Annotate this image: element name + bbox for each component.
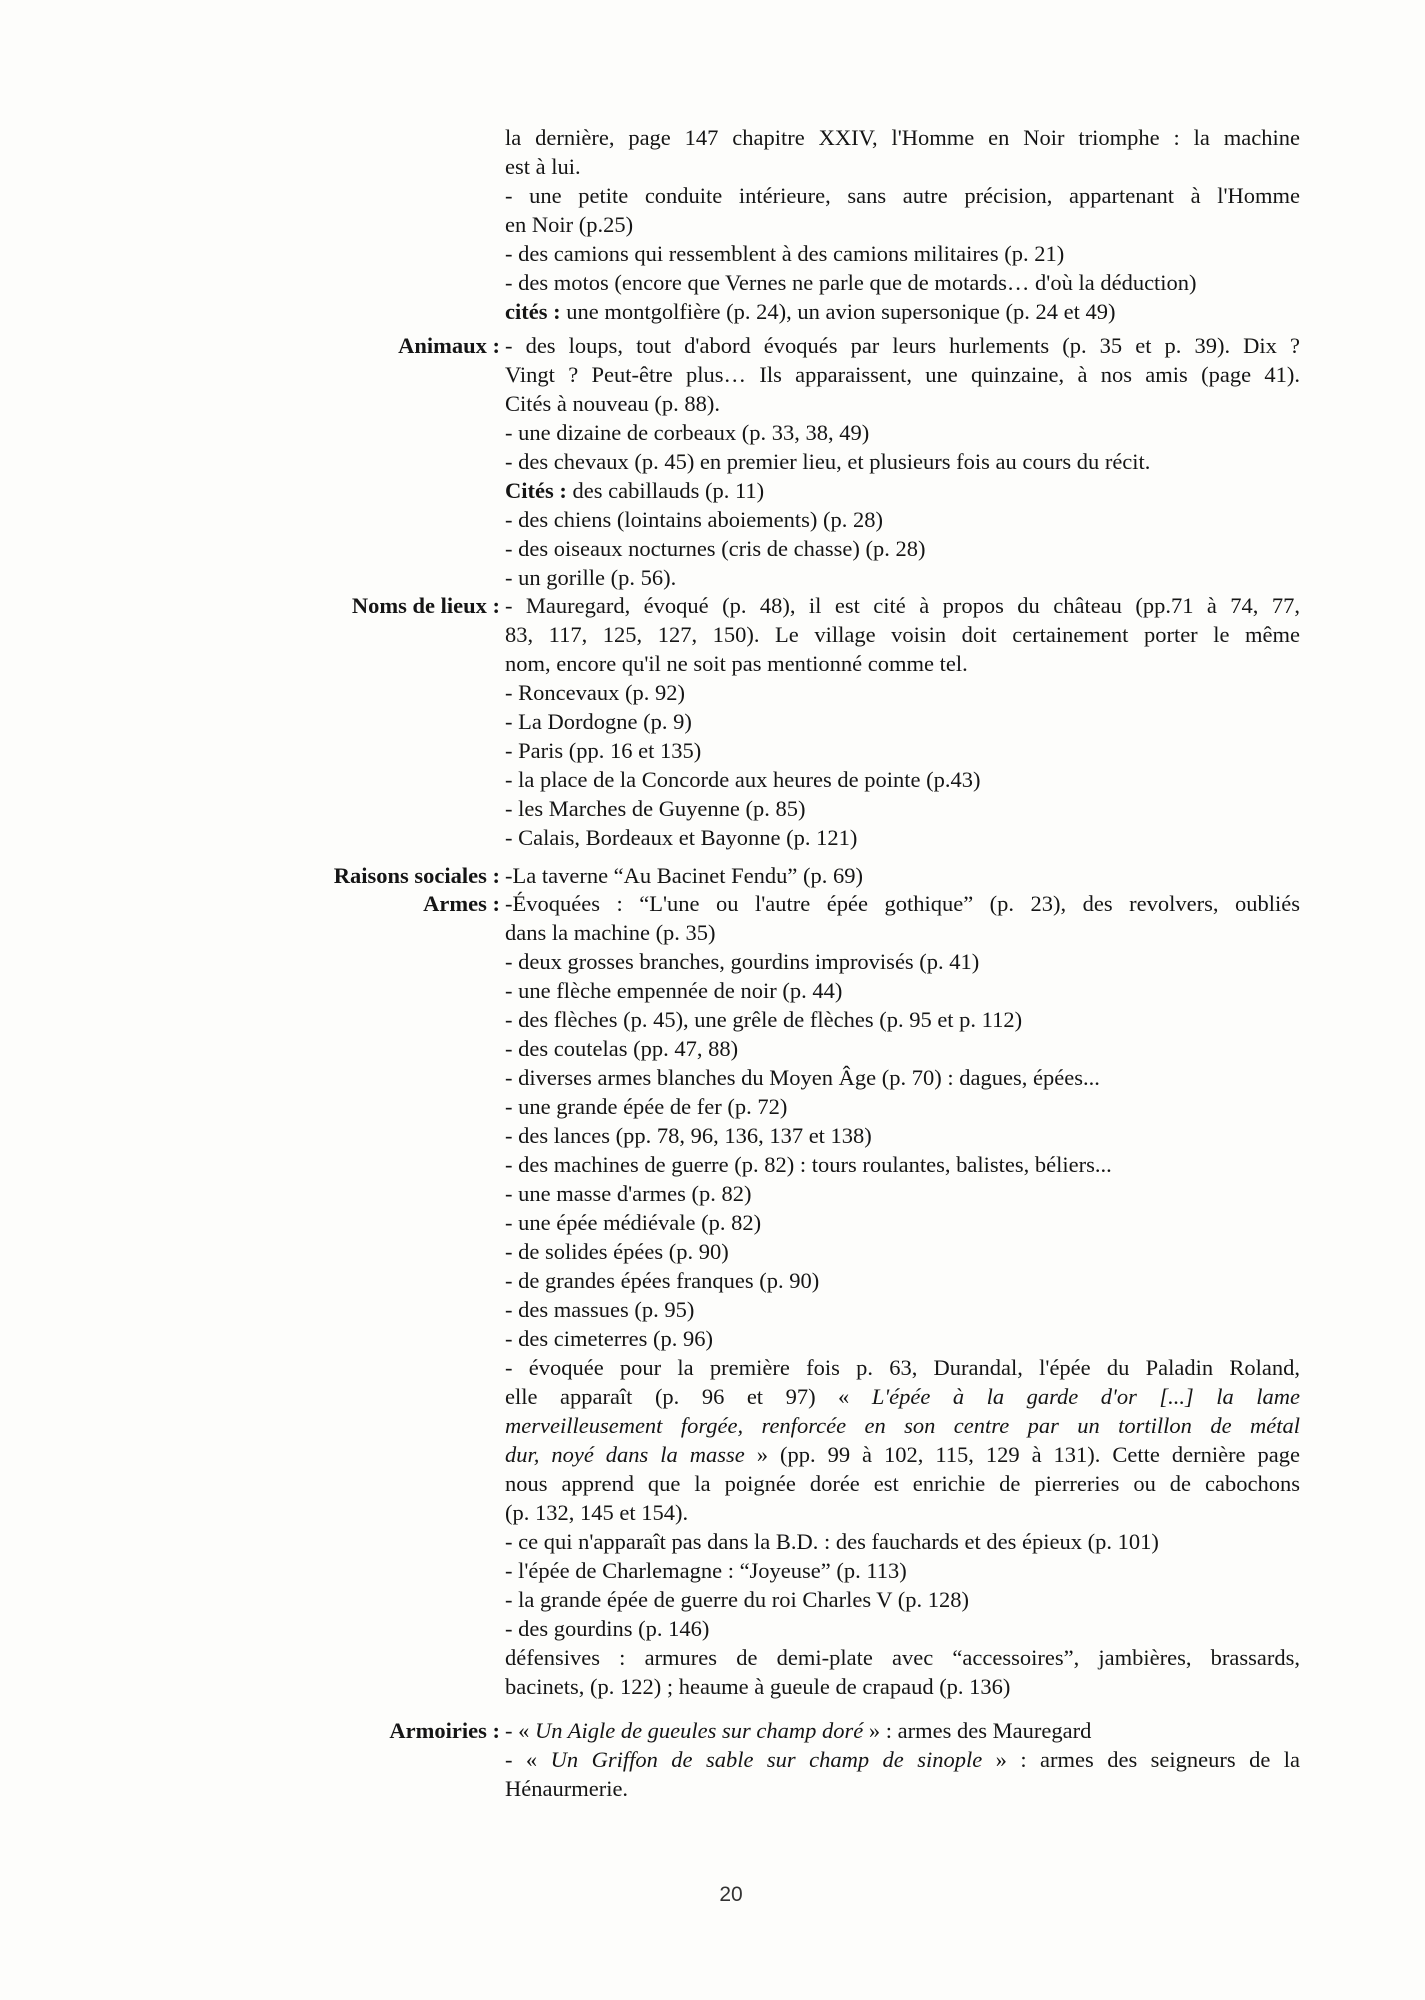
text-line: - des coutelas (pp. 47, 88) xyxy=(505,1036,739,1061)
text-line: Cités à nouveau (p. 88). xyxy=(505,391,720,416)
text-line: - une flèche empennée de noir (p. 44) xyxy=(505,978,843,1003)
text-line: - la grande épée de guerre du roi Charles V (p. 128) xyxy=(505,1587,969,1612)
text-line: - des chiens (lointains aboiements) (p. 28) xyxy=(505,507,884,532)
text-line: (p. 132, 145 et 154). xyxy=(505,1500,689,1525)
bold-prefix: cités : xyxy=(505,299,561,324)
text-line: - des motos (encore que Vernes ne parle que de motards… d'où la déduction) xyxy=(505,270,1197,295)
text-line: - évoquée pour la première fois p. 63, Durandal, l'épée du Paladin Roland, xyxy=(505,1355,1300,1380)
text-line: Hénaurmerie. xyxy=(505,1776,629,1801)
text-line: - diverses armes blanches du Moyen Âge (p. 70) : dagues, épées... xyxy=(505,1065,1100,1090)
text-line: - La Dordogne (p. 9) xyxy=(505,709,692,734)
text-line: défensives : armures de demi-plate avec “accessoires”, jambières, brassards, xyxy=(505,1645,1300,1670)
text-line: - des massues (p. 95) xyxy=(505,1297,695,1322)
text-line: - un gorille (p. 56). xyxy=(505,565,677,590)
text-line: - de solides épées (p. 90) xyxy=(505,1239,729,1264)
text-line: 83, 117, 125, 127, 150). Le village voisin doit certainement porter le même xyxy=(505,622,1300,647)
text-line: - ce qui n'apparaît pas dans la B.D. : des fauchards et des épieux (p. 101) xyxy=(505,1529,1159,1554)
text-line: - les Marches de Guyenne (p. 85) xyxy=(505,796,806,821)
text-line: - des chevaux (p. 45) en premier lieu, et plusieurs fois au cours du récit. xyxy=(505,449,1151,474)
text-line: - une masse d'armes (p. 82) xyxy=(505,1181,752,1206)
text-line: - des loups, tout d'abord évoqués par leurs hurlements (p. 35 et p. 39). Dix ? xyxy=(505,333,1300,358)
text-line: - des lances (pp. 78, 96, 136, 137 et 138) xyxy=(505,1123,872,1148)
text-line: - « Un Aigle de gueules sur champ doré » : armes des Mauregard xyxy=(505,1718,1092,1743)
text-line: - Paris (pp. 16 et 135) xyxy=(505,738,702,763)
text-line: - deux grosses branches, gourdins improvisés (p. 41) xyxy=(505,949,980,974)
label-armoiries: Armoiries : xyxy=(389,1718,500,1743)
text-line: en Noir (p.25) xyxy=(505,212,634,237)
text-line: - des camions qui ressemblent à des camions militaires (p. 21) xyxy=(505,241,1065,266)
page-number: 20 xyxy=(719,1883,743,1906)
label-animaux: Animaux : xyxy=(398,333,500,358)
text-line: - une épée médiévale (p. 82) xyxy=(505,1210,762,1235)
text-line: -La taverne “Au Bacinet Fendu” (p. 69) xyxy=(505,863,863,888)
text-line: -Évoquées : “L'une ou l'autre épée gothique” (p. 23), des revolvers, oubliés xyxy=(505,891,1300,916)
text-line: dans la machine (p. 35) xyxy=(505,920,716,945)
text-line: - « Un Griffon de sable sur champ de sinople » : armes des seigneurs de la xyxy=(505,1747,1301,1772)
text-line: - des cimeterres (p. 96) xyxy=(505,1326,714,1351)
text-line: elle apparaît (p. 96 et 97) « L'épée à la garde d'or [...] la lame xyxy=(505,1384,1301,1409)
text-line: - des flèches (p. 45), une grêle de flèches (p. 95 et p. 112) xyxy=(505,1007,1023,1032)
text-line: est à lui. xyxy=(505,154,581,179)
text-line: - la place de la Concorde aux heures de pointe (p.43) xyxy=(505,767,981,792)
text-line: - une dizaine de corbeaux (p. 33, 38, 49) xyxy=(505,420,870,445)
text-line: - Mauregard, évoqué (p. 48), il est cité à propos du château (pp.71 à 74, 77, xyxy=(505,593,1300,618)
text-line: - des oiseaux nocturnes (cris de chasse) (p. 28) xyxy=(505,536,926,561)
text-line: nom, encore qu'il ne soit pas mentionné comme tel. xyxy=(505,651,968,676)
text-line: bacinets, (p. 122) ; heaume à gueule de crapaud (p. 136) xyxy=(505,1674,1011,1699)
text-line: merveilleusement forgée, renforcée en son centre par un tortillon de métal xyxy=(505,1413,1300,1438)
text-line: Cités : des cabillauds (p. 11) xyxy=(505,478,765,503)
text-line: la dernière, page 147 chapitre XXIV, l'Homme en Noir triomphe : la machine xyxy=(505,125,1300,150)
text-line: nous apprend que la poignée dorée est enrichie de pierreries ou de cabochons xyxy=(505,1471,1300,1496)
text-line: cités : une montgolfière (p. 24), un avion supersonique (p. 24 et 49) xyxy=(505,299,1116,324)
label-noms-de-lieux: Noms de lieux : xyxy=(351,593,500,618)
text-line: dur, noyé dans la masse » (pp. 99 à 102, 115, 129 à 131). Cette dernière page xyxy=(505,1442,1300,1467)
text-line: - des gourdins (p. 146) xyxy=(505,1616,710,1641)
text-line: - Calais, Bordeaux et Bayonne (p. 121) xyxy=(505,825,858,850)
text-line: Vingt ? Peut-être plus… Ils apparaissent, une quinzaine, à nos amis (page 41). xyxy=(505,362,1300,387)
text-line: - l'épée de Charlemagne : “Joyeuse” (p. 113) xyxy=(505,1558,907,1583)
label-armes: Armes : xyxy=(423,891,500,916)
text-line: - une grande épée de fer (p. 72) xyxy=(505,1094,788,1119)
text-line: - de grandes épées franques (p. 90) xyxy=(505,1268,820,1293)
text-line: - Roncevaux (p. 92) xyxy=(505,680,685,705)
text-line: - des machines de guerre (p. 82) : tours roulantes, balistes, béliers... xyxy=(505,1152,1112,1177)
label-raisons-sociales: Raisons sociales : xyxy=(333,863,500,888)
text-line: - une petite conduite intérieure, sans autre précision, appartenant à l'Homme xyxy=(505,183,1300,208)
bold-prefix: Cités : xyxy=(505,478,567,503)
